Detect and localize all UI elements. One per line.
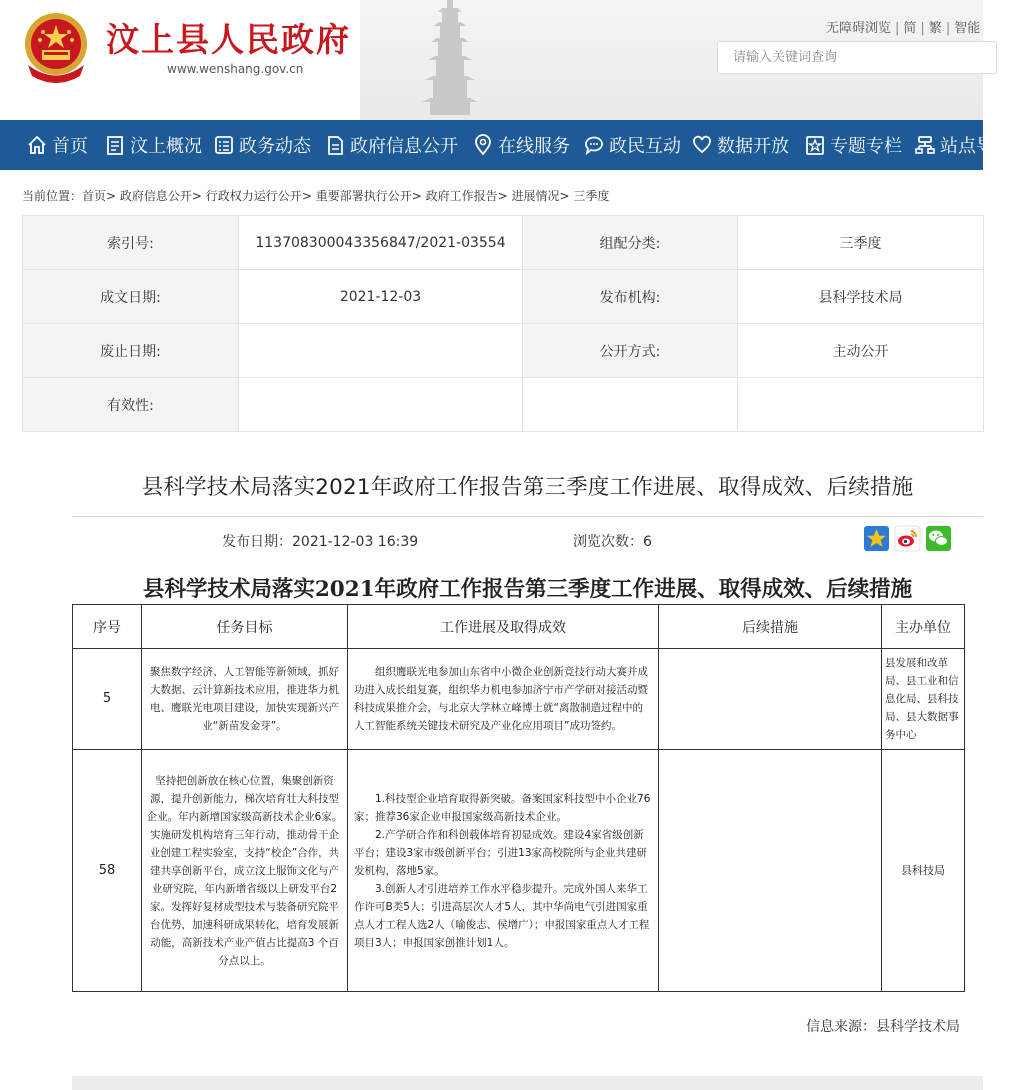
progress-paragraph: 1.科技型企业培育取得新突破。备案国家科技型中小企业76家；推荐36家企业申报国家级高新技术企业。 <box>354 792 651 823</box>
nav-item-label: 汶上概况 <box>130 136 202 157</box>
breadcrumb <box>22 187 609 204</box>
progress-cell <box>348 649 659 750</box>
meta-value-valid <box>239 378 523 432</box>
meta-label: 组配分类: <box>523 216 738 270</box>
column-header: 主办单位 <box>882 605 965 649</box>
nav-item-label: 数据开放 <box>717 136 789 157</box>
meta-label: 索引号: <box>23 216 239 270</box>
search-box <box>717 41 997 74</box>
document-heading: 县科学技术局落实2021年政府工作报告第三季度工作进展、取得成效、后续措施 <box>142 577 913 602</box>
meta-label: 成文日期: <box>23 270 239 324</box>
column-header: 工作进展及取得成效 <box>348 605 659 649</box>
breadcrumb-item[interactable]: 重要部署执行公开 <box>315 189 412 203</box>
favorite-star-icon[interactable] <box>864 526 889 551</box>
breadcrumb-separator: > <box>559 189 574 203</box>
progress-paragraph: 3.创新人才引进培养工作水平稳步提升。完成外国人来华工作许可B类5人；引进高层次人才5人，其中华尚电气引进国家重点人才工程人选2人（喻俊志、侯增广）；申报国家重点人才工程项目3人；申报国家创推计划1人。 <box>354 882 650 949</box>
meta-label: 公开方式: <box>523 324 738 378</box>
nav-item-open-data[interactable] <box>691 120 789 170</box>
table-header-row <box>73 605 965 649</box>
follow-up-measures <box>659 649 882 750</box>
breadcrumb-item[interactable]: 首页 <box>82 189 107 203</box>
nav-item-news[interactable] <box>213 120 311 170</box>
progress-cell <box>348 750 659 992</box>
meta-value-mode: 主动公开 <box>738 324 984 378</box>
traditional-chinese-link[interactable]: 繁 <box>928 21 942 36</box>
simplified-chinese-link[interactable]: 简 <box>903 21 917 36</box>
pagoda-illustration <box>420 0 480 115</box>
breadcrumb-item[interactable]: 行政权力运行公开 <box>205 189 302 203</box>
meta-row <box>23 378 984 432</box>
national-emblem-logo <box>20 10 92 84</box>
breadcrumb-separator: > <box>191 189 206 203</box>
meta-value-date: 2021-12-03 <box>239 270 523 324</box>
nav-item-overview[interactable] <box>104 120 202 170</box>
site-url: www.wenshang.gov.cn <box>167 62 304 76</box>
nav-item-label: 政府信息公开 <box>350 136 458 157</box>
progress-paragraph: 组织鹰联光电参加山东省中小微企业创新竞技行动大赛并成功进入成长组复赛，组织华力机电参加济宁市产学研对接活动暨科技成果推介会，与北京大学林立峰博士就“离散制造过程中的人工智能系统关键技术研究及产业化应用项目”成功签约。 <box>354 666 648 732</box>
view-count: 浏览次数：6 <box>573 534 652 550</box>
breadcrumb-separator: > <box>301 189 316 203</box>
document-meta-table <box>22 215 984 432</box>
chat-icon <box>583 134 605 156</box>
file-icon <box>324 134 346 156</box>
follow-up-measures <box>659 750 882 992</box>
nav-item-interaction[interactable] <box>583 120 681 170</box>
meta-value-publisher: 县科学技术局 <box>738 270 984 324</box>
list-icon <box>213 134 235 156</box>
meta-row <box>23 324 984 378</box>
nav-item-label: 专题专栏 <box>830 136 902 157</box>
nav-item-home[interactable] <box>26 120 88 170</box>
responsible-department: 县发展和改革局、县工业和信息化局、县科技局、县大数据事务中心 <box>882 649 965 750</box>
nav-item-info-disclosure[interactable] <box>324 120 458 170</box>
meta-label: 废止日期: <box>23 324 239 378</box>
breadcrumb-separator: > <box>106 189 120 203</box>
nav-item-label: 在线服务 <box>498 136 570 157</box>
link-separator: | <box>920 21 925 36</box>
nav-item-special-topics[interactable] <box>804 120 902 170</box>
table-row <box>73 649 965 750</box>
meta-value-expire <box>239 324 523 378</box>
article-title: 县科学技术局落实2021年政府工作报告第三季度工作进展、取得成效、后续措施 <box>141 475 914 500</box>
meta-empty-cell <box>738 378 984 432</box>
link-separator: | <box>945 21 951 36</box>
nav-item-label: 政务动态 <box>239 136 311 157</box>
column-header: 序号 <box>73 605 142 649</box>
publish-date: 发布日期：2021-12-03 16:39 <box>222 534 419 550</box>
breadcrumb-item[interactable]: 政府信息公开 <box>119 189 192 203</box>
meta-empty-cell <box>523 378 738 432</box>
meta-value-index: 113708300043356847/2021-03554 <box>239 216 523 270</box>
nav-item-label: 首页 <box>52 136 88 157</box>
column-header: 任务目标 <box>142 605 348 649</box>
meta-row <box>23 216 984 270</box>
table-row <box>73 750 965 992</box>
nav-item-label: 站点导航 <box>940 136 1012 157</box>
weibo-icon[interactable] <box>895 526 920 551</box>
row-number: 5 <box>73 649 142 750</box>
nav-item-site-map[interactable] <box>914 120 1012 170</box>
location-icon <box>472 134 494 156</box>
column-header: 后续措施 <box>659 605 882 649</box>
responsible-department: 县科技局 <box>882 750 965 992</box>
link-separator: | <box>895 21 900 36</box>
accessibility-link[interactable]: 无障碍浏览 <box>826 21 892 36</box>
row-number: 58 <box>73 750 142 992</box>
breadcrumb-item[interactable]: 三季度 <box>573 189 610 203</box>
meta-label: 发布机构: <box>523 270 738 324</box>
breadcrumb-separator: > <box>411 189 426 203</box>
heart-hand-icon <box>691 134 713 156</box>
main-nav <box>0 120 1012 170</box>
task-goal: 聚焦数字经济、人工智能等新领域，抓好大数据、云计算新技术应用，推进华力机电、鹰联光电项目建设，加快实现新兴产业“新苗发金芽”。 <box>142 649 348 750</box>
breadcrumb-prefix: 当前位置： <box>22 189 83 203</box>
search-input[interactable] <box>718 42 996 73</box>
share-icons <box>864 526 952 552</box>
wechat-icon[interactable] <box>926 526 951 551</box>
top-links <box>826 17 980 36</box>
meta-row <box>23 270 984 324</box>
work-report-table <box>72 604 965 992</box>
sitemap-icon <box>914 134 936 156</box>
title-divider <box>72 516 983 517</box>
nav-item-online-services[interactable] <box>472 120 570 170</box>
site-title: 汶上县人民政府 <box>106 20 351 59</box>
meta-label: 有效性: <box>23 378 239 432</box>
smart-link[interactable]: 智能 <box>954 21 981 36</box>
breadcrumb-item[interactable]: 政府工作报告 <box>425 189 498 203</box>
meta-value-category: 三季度 <box>738 216 984 270</box>
document-icon <box>104 134 126 156</box>
task-goal: 坚持把创新放在核心位置，集聚创新资源，提升创新能力，梯次培育壮大科技型企业。年内新增国家级高新技术企业6家。实施研发机构培育三年行动，推动骨干企业创建工程实验室，支持“校企”合作，共建共享创新平台，成立汶上服饰文化与产业研究院，年内新增省级以上研发平台2家。发挥好复材成型技术与装备研究院平台优势，加速科研成果转化，培育发展新动能，高新技术产业产值占比提高3 个百分点以上。 <box>142 750 348 992</box>
footer-bar <box>72 1076 983 1090</box>
breadcrumb-separator: > <box>497 189 512 203</box>
star-icon <box>804 134 826 156</box>
nav-item-label: 政民互动 <box>609 136 681 157</box>
home-icon <box>26 134 48 156</box>
site-header <box>0 0 983 120</box>
breadcrumb-item[interactable]: 进展情况 <box>511 189 560 203</box>
info-source: 信息来源：县科学技术局 <box>806 1019 960 1035</box>
progress-paragraph: 2.产学研合作和科创载体培育初显成效。建设4家省级创新平台；建设3家市级创新平台；引进13家高校院所与企业共建研发机构，落地5家。 <box>354 828 648 877</box>
